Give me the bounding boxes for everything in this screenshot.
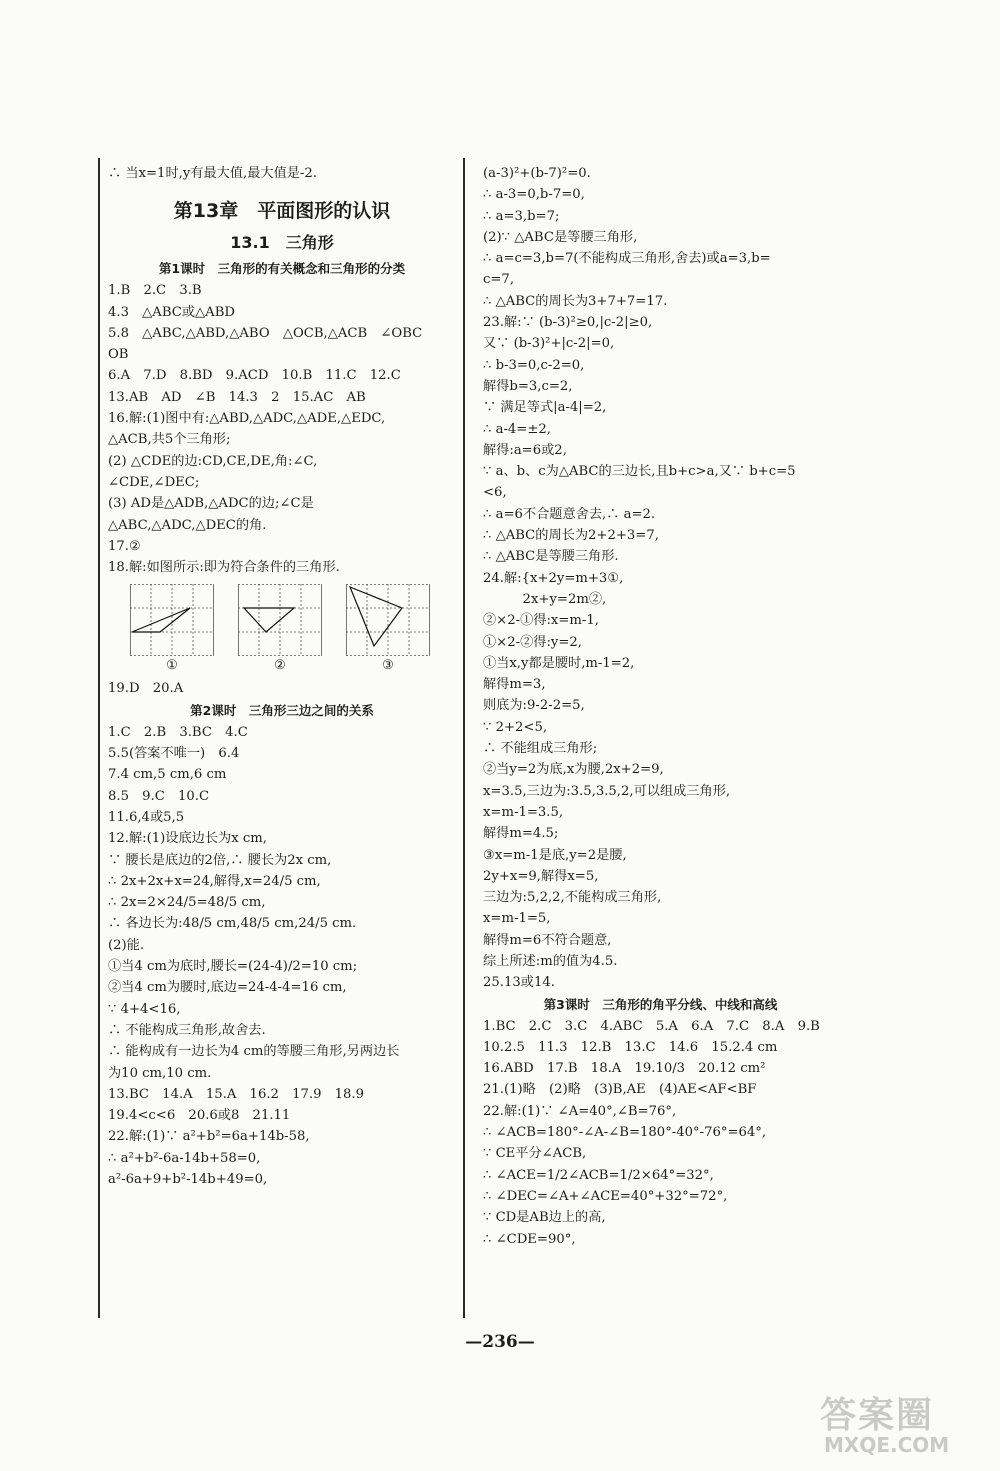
answer-line: 22.解:(1)∵ a²+b²=6a+14b-58, — [108, 1129, 310, 1145]
answer-line: ∴ 能构成有一边长为4 cm的等腰三角形,另两边长 — [108, 1044, 400, 1060]
section-title: 13.1 三角形 — [230, 233, 334, 253]
answer-line: ∴ 2x=2×24/5=48/5 cm, — [108, 895, 266, 911]
grid-triangle-3 — [346, 584, 430, 656]
answer-line: ∴ ∠DEC=∠A+∠ACE=40°+32°=72°, — [483, 1188, 728, 1204]
answer-line: <6, — [483, 485, 507, 501]
answer-line: ∴ 2x+2x+x=24,解得,x=24/5 cm, — [108, 873, 321, 889]
lesson2-answers — [108, 722, 456, 1191]
answer-line: △ACB,共5个三角形; — [108, 432, 231, 448]
answer-line: 10.2.5 11.3 12.B 13.C 14.6 15.2.4 cm — [483, 1039, 778, 1055]
answer-line: 18.解:如图所示:即为符合条件的三角形. — [108, 560, 340, 576]
answer-line: 13.BC 14.A 15.A 16.2 17.9 18.9 — [108, 1086, 365, 1102]
answer-line: ∵ a、b、c为△ABC的三边长,且b+c>a,又∵ b+c=5 — [483, 464, 796, 480]
figure-label-1: ① — [166, 658, 178, 674]
answer-line: 11.6,4或5,5 — [108, 809, 185, 825]
answer-line: ∴ ∠CDE=90°, — [483, 1231, 576, 1247]
right-column — [483, 163, 838, 1250]
answer-line: ∴ ∠ACB=180°-∠A-∠B=180°-40°-76°=64°, — [483, 1125, 767, 1141]
grid-triangle-2 — [238, 584, 322, 656]
answer-line: 5.8 △ABC,△ABD,△ABO △OCB,△ACB ∠OBC — [108, 325, 423, 341]
answer-line: ∵ 2+2<5, — [483, 719, 548, 735]
answer-line: x=m-1=5, — [483, 911, 551, 927]
answer-line: OB — [108, 347, 129, 363]
answer-line: ∴ 不能构成三角形,故舍去. — [108, 1022, 266, 1038]
answer-line: (2) △CDE的边:CD,CE,DE,角:∠C, — [108, 453, 318, 469]
answer-line: ③x=m-1是底,y=2是腰, — [483, 847, 627, 863]
answer-line: ②当y=2为底,x为腰,2x+2=9, — [483, 762, 664, 778]
answer-line: 为10 cm,10 cm. — [108, 1065, 212, 1081]
answer-line: 1.B 2.C 3.B — [108, 283, 202, 299]
figure-label-2: ② — [274, 658, 286, 674]
right-answers — [483, 163, 838, 994]
answer-line: (a-3)²+(b-7)²=0. — [483, 166, 591, 181]
answer-line: ①×2-②得:y=2, — [483, 634, 582, 650]
intro-line: ∴ 当x=1时,y有最大值,最大值是-2. — [108, 166, 318, 181]
triangle-figure-2 — [238, 584, 322, 676]
triangle-figure-1 — [130, 584, 214, 676]
lesson3-answers — [483, 1016, 838, 1250]
answer-line: 解得m=4.5; — [483, 826, 559, 842]
answer-line: 4.3 △ABC或△ABD — [108, 304, 235, 320]
answer-line: 解得m=6不符合题意, — [483, 932, 612, 948]
answer-line: ∴ ∠ACE=1/2∠ACB=1/2×64°=32°, — [483, 1167, 714, 1183]
answer-line: 2x+y=2m②, — [483, 591, 607, 607]
answer-line: 23.解:∵ (b-3)²≥0,|c-2|≥0, — [483, 315, 653, 331]
answer-line: △ABC,△ADC,△DEC的角. — [108, 517, 267, 533]
answer-line: ①当x,y都是腰时,m-1=2, — [483, 655, 635, 671]
answer-line: ∵ CE平分∠ACB, — [483, 1146, 587, 1162]
answer-line: ∴ 各边长为:48/5 cm,48/5 cm,24/5 cm. — [108, 916, 357, 932]
watermark-text: 答案圈 — [820, 1395, 935, 1436]
lesson1-title: 第1课时 三角形的有关概念和三角形的分类 — [158, 261, 406, 277]
triangle-figure-3 — [346, 584, 430, 676]
page-number: —236— — [465, 1332, 535, 1352]
answer-line: ②当4 cm为腰时,底边=24-4-4=16 cm, — [108, 980, 347, 996]
answer-line: 5.5(答案不唯一) 6.4 — [108, 746, 240, 762]
answer-line: 16.解:(1)图中有:△ABD,△ADC,△ADE,△EDC, — [108, 411, 386, 427]
answer-line: 三边为:5,2,2,不能构成三角形, — [483, 890, 662, 906]
answer-line: ∵ 4+4<16, — [108, 1001, 181, 1017]
answer-line: ∴ a=6不合题意舍去,∴ a=2. — [483, 506, 656, 522]
answer-line: 7.4 cm,5 cm,6 cm — [108, 767, 227, 783]
left-margin-rule — [98, 158, 100, 1318]
answer-line: ∴ a=3,b=7; — [483, 208, 560, 224]
watermark-url: MXQE.COM — [824, 1433, 950, 1457]
chapter-title: 第13章 平面图形的认识 — [173, 200, 391, 223]
answer-line: ∴ △ABC是等腰三角形. — [483, 549, 619, 565]
answer-line: 25.13或14. — [483, 975, 555, 991]
lesson1-answers-cont — [108, 678, 456, 699]
answer-line: ∴ △ABC的周长为2+2+3=7, — [483, 528, 659, 544]
answer-line: 2y+x=9,解得x=5, — [483, 868, 599, 884]
lesson3-title: 第3课时 三角形的角平分线、中线和高线 — [543, 996, 778, 1012]
answer-line: 则底为:9-2-2=5, — [483, 698, 585, 714]
answer-line: a²-6a+9+b²-14b+49=0, — [108, 1171, 268, 1187]
answer-line: x=m-1=3.5, — [483, 804, 564, 820]
answer-line: 22.解:(1)∵ ∠A=40°,∠B=76°, — [483, 1103, 677, 1119]
answer-line: ∵ CD是AB边上的高, — [483, 1210, 606, 1226]
answer-line: ∴ 不能组成三角形; — [483, 741, 598, 757]
answer-line: 16.ABD 17.B 18.A 19.10/3 20.12 cm² — [483, 1061, 766, 1077]
answer-line: c=7, — [483, 272, 515, 288]
answer-line: 17.② — [108, 538, 141, 554]
watermark-logo — [820, 1385, 990, 1465]
answer-line: 12.解:(1)设底边长为x cm, — [108, 831, 267, 847]
answer-line: 8.5 9.C 10.C — [108, 788, 210, 804]
grid-triangle-1 — [130, 584, 214, 656]
answer-line: ∵ 满足等式|a-4|=2, — [483, 400, 607, 416]
answer-line: 解得m=3, — [483, 677, 546, 693]
answer-line: (2)∵ △ABC是等腰三角形, — [483, 229, 638, 245]
lesson2-title: 第2课时 三角形三边之间的关系 — [190, 702, 374, 718]
lesson1-answers — [108, 280, 456, 578]
answer-line: 13.AB AD ∠B 14.3 2 15.AC AB — [108, 389, 366, 405]
answer-line: ∴ △ABC的周长为3+7+7=17. — [483, 293, 668, 309]
answer-line: ∴ a²+b²-6a-14b+58=0, — [108, 1150, 261, 1166]
answer-line: 又∵ (b-3)²+|c-2|=0, — [483, 336, 615, 352]
answer-line: ∴ b-3=0,c-2=0, — [483, 357, 585, 373]
answer-line: 21.(1)略 (2)略 (3)B,AE (4)AE<AF<BF — [483, 1082, 757, 1098]
answer-line: (2)能. — [108, 937, 145, 953]
answer-line: ∴ a-4=±2, — [483, 421, 551, 437]
answer-line: 6.A 7.D 8.BD 9.ACD 10.B 11.C 12.C — [108, 368, 401, 384]
answer-line: 24.解:{x+2y=m+3①, — [483, 570, 624, 586]
answer-line: ②×2-①得:x=m-1, — [483, 613, 599, 629]
triangle-figures — [130, 584, 456, 676]
answer-line: 1.C 2.B 3.BC 4.C — [108, 724, 248, 740]
answer-line: ①当4 cm为底时,腰长=(24-4)/2=10 cm; — [108, 959, 358, 975]
answer-line: (3) AD是△ADB,△ADC的边;∠C是 — [108, 496, 314, 512]
answer-line: 1.BC 2.C 3.C 4.ABC 5.A 6.A 7.C 8.A 9.B — [483, 1018, 820, 1034]
left-column — [108, 163, 456, 1190]
answer-line: ∴ a=c=3,b=7(不能构成三角形,舍去)或a=3,b= — [483, 251, 771, 267]
answer-line: 解得b=3,c=2, — [483, 378, 573, 394]
column-divider — [463, 158, 465, 1318]
figure-label-3: ③ — [382, 658, 394, 674]
answer-line: ∴ a-3=0,b-7=0, — [483, 187, 585, 203]
answer-line: 解得:a=6或2, — [483, 442, 567, 458]
answer-line: ∵ 腰长是底边的2倍,∴ 腰长为2x cm, — [108, 852, 332, 868]
answer-line: 19.D 20.A — [108, 681, 184, 697]
answer-line: ∠CDE,∠DEC; — [108, 474, 200, 490]
answer-line: x=3.5,三边为:3.5,3.5,2,可以组成三角形, — [483, 783, 731, 799]
answer-line: 综上所述:m的值为4.5. — [483, 953, 618, 969]
answer-line: 19.4<c<6 20.6或8 21.11 — [108, 1108, 291, 1124]
